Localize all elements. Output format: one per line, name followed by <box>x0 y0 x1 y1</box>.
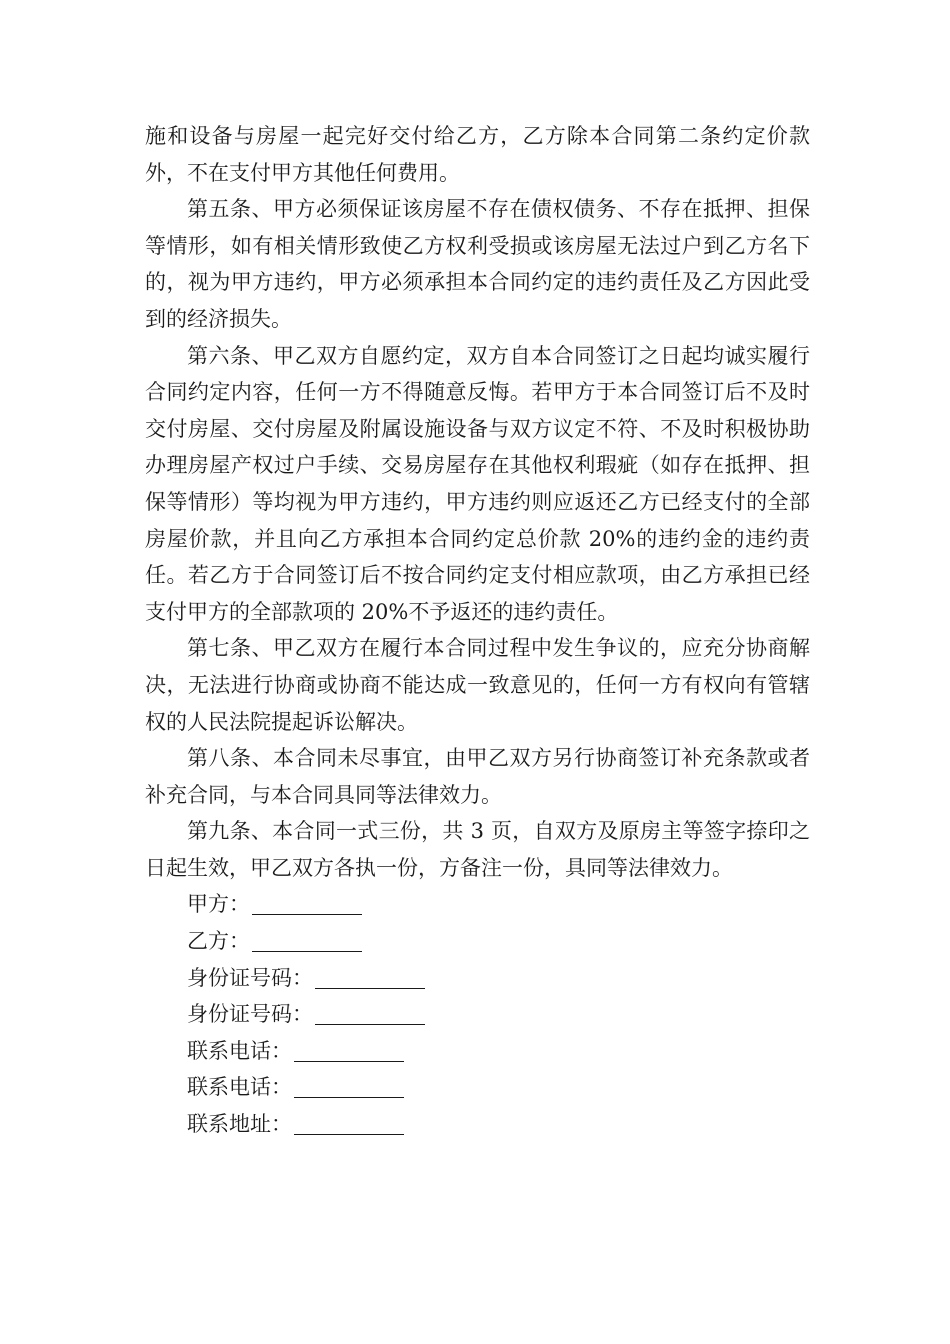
signature-party-a <box>145 886 810 923</box>
signature-blank-line <box>294 1037 404 1062</box>
signature-blank-line <box>315 1000 425 1025</box>
signature-blank-line <box>294 1073 404 1098</box>
signature-blank-line <box>252 927 362 952</box>
phone-b <box>145 1069 810 1106</box>
clause-5: 第五条、甲方必须保证该房屋不存在债权债务、不存在抵押、担保等情形，如有相关情形致使乙方权利受损或该房屋无法过户到乙方名下的，视为甲方违约，甲方必须承担本合同约定的违约责任及乙方因此受到的经济损失。 <box>145 197 810 331</box>
signature-party-b <box>145 923 810 960</box>
signature-label: 联系地址： <box>187 1112 292 1137</box>
paragraph-continuation: 施和设备与房屋一起完好交付给乙方，乙方除本合同第二条约定价款外，不在支付甲方其他任何费用。 <box>145 124 810 185</box>
id-number-b <box>145 996 810 1033</box>
signature-label: 联系电话： <box>187 1075 292 1100</box>
signature-label: 乙方： <box>187 929 250 954</box>
clause-6: 第六条、甲乙双方自愿约定，双方自本合同签订之日起均诚实履行合同约定内容，任何一方不得随意反悔。若甲方于本合同签订后不及时交付房屋、交付房屋及附属设施设备与双方议定不符、不及时积极协助办理房屋产权过户手续、交易房屋存在其他权利瑕疵（如存在抵押、担保等情形）等均视为甲方违约，甲方违约则应返还乙方已经支付的全部房屋价款，并且向乙方承担本合同约定总价款 20%的违约金的违约责任。若乙方于合同签订后不按合同约定支付相应款项，由乙方承担已经支付甲方的全部款项的 20%不予返还的违约责任。 <box>145 343 810 624</box>
signature-blank-line <box>252 890 362 915</box>
clause-8: 第八条、本合同未尽事宜，由甲乙双方另行协商签订补充条款或者补充合同，与本合同具同等法律效力。 <box>145 746 810 807</box>
signature-label: 甲方： <box>187 892 250 917</box>
id-number-a <box>145 960 810 997</box>
signature-label: 联系电话： <box>187 1038 292 1063</box>
clause-9: 第九条、本合同一式三份，共 3 页，自双方及原房主等签字捺印之日起生效，甲乙双方各执一份，方备注一份，具同等法律效力。 <box>145 819 810 880</box>
contract-page <box>145 118 810 1143</box>
address <box>145 1106 810 1143</box>
signature-blank-line <box>294 1110 404 1135</box>
signature-label: 身份证号码： <box>187 1002 313 1027</box>
clause-7: 第七条、甲乙双方在履行本合同过程中发生争议的，应充分协商解决，无法进行协商或协商不能达成一致意见的，任何一方有权向有管辖权的人民法院提起诉讼解决。 <box>145 636 810 734</box>
phone-a <box>145 1033 810 1070</box>
signature-label: 身份证号码： <box>187 965 313 990</box>
signature-blank-line <box>315 964 425 989</box>
